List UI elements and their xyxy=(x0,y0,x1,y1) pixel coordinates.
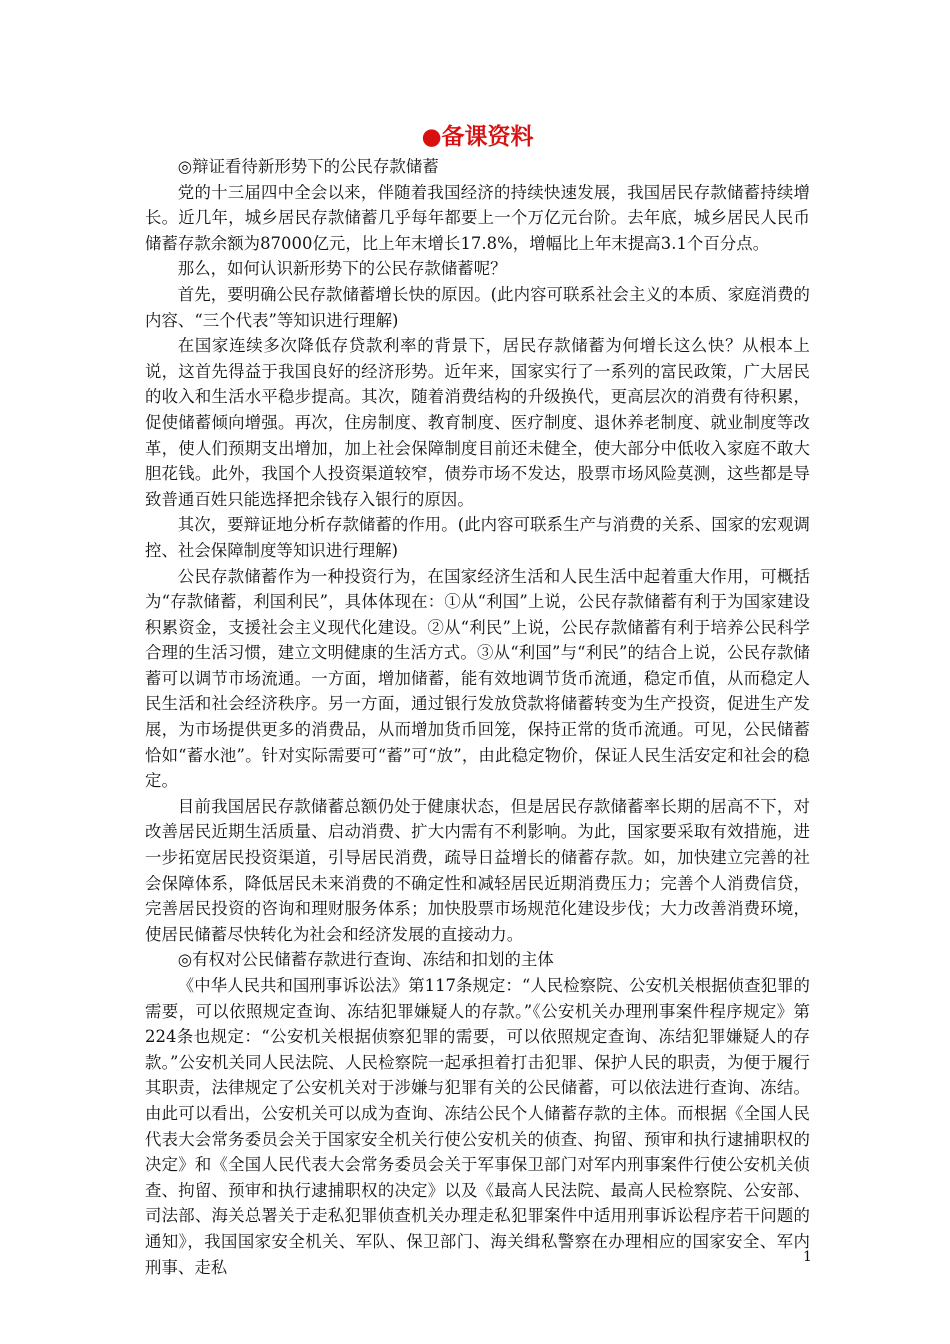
section-heading-query-subjects: ◎有权对公民储蓄存款进行查询、冻结和扣划的主体 xyxy=(177,950,554,970)
paragraph: 其次，要辩证地分析存款储蓄的作用。(此内容可联系生产与消费的关系、国家的宏观调控、社会保障制度等知识进行理解) xyxy=(145,515,810,560)
paragraph: 党的十三届四中全会以来，伴随着我国经济的持续快速发展，我国居民存款储蓄持续增长。近几年，城乡居民存款储蓄几乎每年都要上一个万亿元台阶。去年底，城乡居民人民币储蓄存款余额为87000亿元，比上年末增长17.8%，增幅比上年末提高3.1个百分点。 xyxy=(145,182,810,253)
paragraph: 在国家连续多次降低存贷款利率的背景下，居民存款储蓄为何增长这么快？从根本上说，这首先得益于我国良好的经济形势。近年来，国家实行了一系列的富民政策，广大居民的收入和生活水平稳步提高。其次，随着消费结构的升级换代，更高层次的消费有待积累，促使储蓄倾向增强。再次，住房制度、教育制度、医疗制度、退休养老制度、就业制度等改革，使人们预期支出增加，加上社会保障制度目前还未健全，使大部分中低收入家庭不敢大胆花钱。此外，我国个人投资渠道较窄，债券市场不发达，股票市场风险莫测，这些都是导致普通百姓只能选择把余钱存入银行的原因。 xyxy=(145,336,810,509)
paragraph: 目前我国居民存款储蓄总额仍处于健康状态，但是居民存款储蓄率长期的居高不下，对改善居民近期生活质量、启动消费、扩大内需有不利影响。为此，国家要采取有效措施，进一步拓宽居民投资渠道，引导居民消费，疏导日益增长的储蓄存款。如，加快建立完善的社会保障体系，降低居民未来消费的不确定性和减轻居民近期消费压力；完善个人消费信贷，完善居民投资的咨询和理财服务体系；加快股票市场规范化建设步伐；大力改善消费环境，使居民储蓄尽快转化为社会和经济发展的直接动力。 xyxy=(145,796,810,944)
document-title: ●备课资料 xyxy=(421,124,534,150)
page-number: 1 xyxy=(803,1249,812,1265)
section-heading-savings: ◎辩证看待新形势下的公民存款储蓄 xyxy=(177,157,439,176)
paragraph: 那么，如何认识新形势下的公民存款储蓄呢？ xyxy=(177,259,507,279)
document-page xyxy=(145,120,810,1280)
paragraph: 首先，要明确公民存款储蓄增长快的原因。(此内容可联系社会主义的本质、家庭消费的内容、“三个代表”等知识进行理解) xyxy=(145,284,810,330)
paragraph: 公民存款储蓄作为一种投资行为，在国家经济生活和人民生活中起着重大作用，可概括为“存款储蓄，利国利民”，具体体现在：①从“利国”上说，公民存款储蓄有利于为国家建设积累资金，支援社会主义现代化建设。②从“利民”上说，公民存款储蓄有利于培养公民科学合理的生活习惯，建立文明健康的生活方式。③从“利国”与“利民”的结合上说，公民存款储蓄可以调节市场流通。一方面，增加储蓄，能有效地调节货币流通，稳定币值，从而稳定人民生活和社会经济秩序。另一方面，通过银行发放贷款将储蓄转变为生产投资，促进生产发展，为市场提供更多的消费品，从而增加货币回笼，保持正常的货币流通。可见，公民储蓄恰如“蓄水池”。针对实际需要可“蓄”可“放”，由此稳定物价，保证人民生活安定和社会的稳定。 xyxy=(145,566,810,791)
paragraph: 《中华人民共和国刑事诉讼法》第117条规定：“人民检察院、公安机关根据侦查犯罪的需要，可以依照规定查询、冻结犯罪嫌疑人的存款。”《公安机关办理刑事案件程序规定》第224条也规定：“公安机关根据侦察犯罪的需要，可以依照规定查询、冻结犯罪嫌疑人的存款。”公安机关同人民法院、人民检察院一起承担着打击犯罪、保护人民的职责，为便于履行其职责，法律规定了公安机关对于涉嫌与犯罪有关的公民储蓄，可以依法进行查询、冻结。由此可以看出，公安机关可以成为查询、冻结公民个人储蓄存款的主体。而根据《全国人民代表大会常务委员会关于国家安全机关行使公安机关的侦查、拘留、预审和执行逮捕职权的决定》和《全国人民代表大会常务委员会关于军事保卫部门对军内刑事案件行使公安机关侦查、拘留、预审和执行逮捕职权的决定》以及《最高人民法院、最高人民检察院、公安部、司法部、海关总署关于走私犯罪侦查机关办理走私犯罪案件中适用刑事诉讼程序若干问题的通知》，我国国家安全机关、军队、保卫部门、海关缉私警察在办理相应的国家安全、军内刑事、走私 xyxy=(145,976,810,1277)
